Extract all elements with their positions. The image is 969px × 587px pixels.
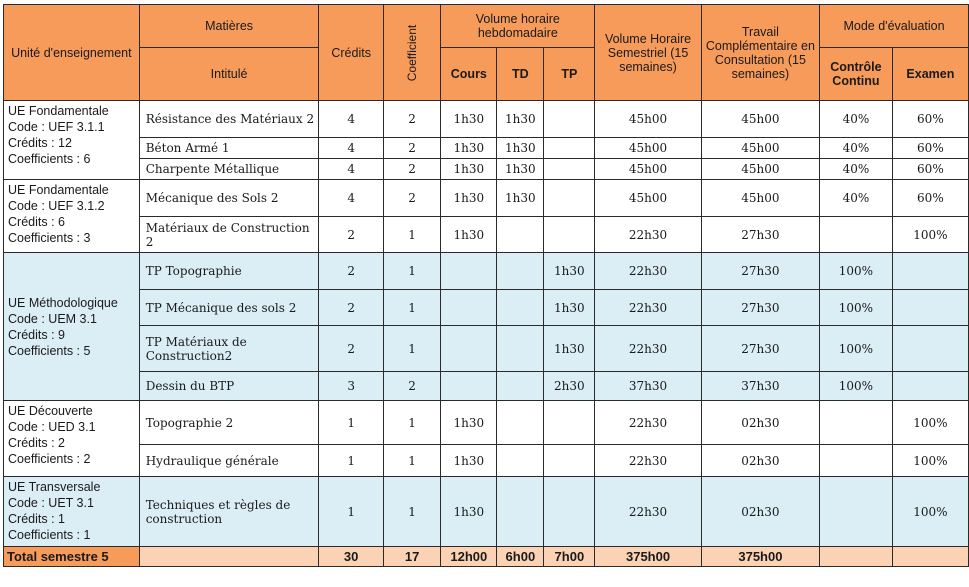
- unit-line: Code : UEF 3.1.1: [8, 120, 105, 134]
- lecture-cell: [441, 326, 497, 372]
- subject-cell: Techniques et règles de construction: [139, 477, 319, 547]
- table-row: [4, 401, 969, 445]
- credits-cell: 4: [319, 180, 383, 217]
- consultation-cell: 27h30: [701, 326, 819, 372]
- lecture-cell: 1h30: [441, 101, 497, 138]
- subject-cell: Hydraulique générale: [139, 445, 319, 477]
- semester-hours-cell: 22h30: [595, 477, 701, 547]
- title-header: Intitulé: [139, 48, 319, 101]
- exam-header: Examen: [892, 48, 968, 101]
- subject-cell: Dessin du BTP: [139, 372, 319, 401]
- tutorial-header: TD: [497, 48, 544, 101]
- tutorial-cell: 1h30: [497, 138, 544, 159]
- unit-cell: [4, 477, 140, 547]
- exam-cell: 100%: [892, 217, 968, 253]
- semester-hours-cell: 22h30: [595, 290, 701, 326]
- tutorial-cell: [497, 253, 544, 290]
- continuous-assessment-cell: 40%: [820, 180, 893, 217]
- coefficient-cell: 2: [383, 372, 440, 401]
- unit-line: Crédits : 1: [8, 512, 65, 526]
- total-cc-cell: [820, 547, 893, 567]
- subject-cell: Matériaux de Construction 2: [139, 217, 319, 253]
- exam-cell: 100%: [892, 445, 968, 477]
- practical-cell: [544, 477, 595, 547]
- continuous-assessment-cell: 40%: [820, 138, 893, 159]
- coefficient-cell: 1: [383, 290, 440, 326]
- unit-line: Code : UEF 3.1.2: [8, 199, 105, 213]
- total-cours-cell: 12h00: [441, 547, 497, 567]
- coefficient-cell: 2: [383, 138, 440, 159]
- lecture-cell: [441, 290, 497, 326]
- semester-hours-cell: 45h00: [595, 159, 701, 180]
- coefficient-cell: 1: [383, 401, 440, 445]
- credits-cell: 2: [319, 326, 383, 372]
- semester-hours-cell: 45h00: [595, 101, 701, 138]
- continuous-assessment-cell: [820, 445, 893, 477]
- consultation-cell: 45h00: [701, 159, 819, 180]
- continuous-assessment-cell: 100%: [820, 326, 893, 372]
- table-row: [4, 290, 969, 326]
- tutorial-cell: [497, 326, 544, 372]
- unit-line: Code : UED 3.1: [8, 420, 96, 434]
- unit-cell: [4, 401, 140, 477]
- subject-cell: Charpente Métallique: [139, 159, 319, 180]
- practical-cell: [544, 445, 595, 477]
- exam-cell: [892, 253, 968, 290]
- consultation-cell: 37h30: [701, 372, 819, 401]
- coefficient-cell: 2: [383, 180, 440, 217]
- consultation-cell: 45h00: [701, 180, 819, 217]
- total-travail-cell: 375h00: [701, 547, 819, 567]
- practical-cell: 1h30: [544, 290, 595, 326]
- practical-cell: [544, 180, 595, 217]
- tutorial-cell: [497, 290, 544, 326]
- table-row: [4, 477, 969, 547]
- tutorial-cell: [497, 401, 544, 445]
- continuous-assessment-cell: 100%: [820, 290, 893, 326]
- unit-line: UE Transversale: [8, 480, 101, 494]
- lecture-cell: 1h30: [441, 138, 497, 159]
- subjects-header: Matières: [139, 5, 319, 48]
- exam-cell: 60%: [892, 180, 968, 217]
- tutorial-cell: [497, 477, 544, 547]
- unit-header: Unité d'enseignement: [4, 5, 140, 101]
- practical-cell: 1h30: [544, 253, 595, 290]
- subject-cell: Résistance des Matériaux 2: [139, 101, 319, 138]
- credits-cell: 1: [319, 401, 383, 445]
- coefficient-cell: 1: [383, 445, 440, 477]
- table-row: [4, 101, 969, 138]
- table-row: [4, 372, 969, 401]
- tutorial-cell: 1h30: [497, 101, 544, 138]
- continuous-assessment-header: Contrôle Continu: [820, 48, 893, 101]
- unit-cell: [4, 101, 140, 180]
- coefficient-cell: 2: [383, 101, 440, 138]
- unit-line: Crédits : 6: [8, 215, 65, 229]
- credits-cell: 4: [319, 138, 383, 159]
- total-tp-cell: 7h00: [544, 547, 595, 567]
- consultation-cell: 27h30: [701, 217, 819, 253]
- subject-cell: TP Topographie: [139, 253, 319, 290]
- continuous-assessment-cell: 40%: [820, 101, 893, 138]
- evaluation-mode-header: Mode d'évaluation: [820, 5, 969, 48]
- continuous-assessment-cell: 100%: [820, 372, 893, 401]
- semester-hours-cell: 22h30: [595, 253, 701, 290]
- table-row: [4, 159, 969, 180]
- unit-line: Coefficients : 2: [8, 452, 91, 466]
- consultation-cell: 02h30: [701, 445, 819, 477]
- unit-line: Crédits : 12: [8, 136, 72, 150]
- subject-cell: Béton Armé 1: [139, 138, 319, 159]
- continuous-assessment-cell: [820, 217, 893, 253]
- credits-cell: 2: [319, 217, 383, 253]
- tutorial-cell: 1h30: [497, 159, 544, 180]
- total-exam-cell: [892, 547, 968, 567]
- table-row: [4, 138, 969, 159]
- continuous-assessment-cell: 40%: [820, 159, 893, 180]
- practical-header: TP: [544, 48, 595, 101]
- total-label: Total semestre 5: [4, 547, 140, 567]
- coefficient-header: [383, 5, 440, 101]
- exam-cell: 100%: [892, 401, 968, 445]
- tutorial-cell: 1h30: [497, 180, 544, 217]
- practical-cell: [544, 159, 595, 180]
- total-credits-cell: 30: [319, 547, 383, 567]
- continuous-assessment-cell: [820, 401, 893, 445]
- lecture-cell: 1h30: [441, 217, 497, 253]
- continuous-assessment-cell: [820, 477, 893, 547]
- consultation-cell: 45h00: [701, 101, 819, 138]
- weekly-hours-header: Volume horaire hebdomadaire: [441, 5, 595, 48]
- coefficient-cell: 1: [383, 326, 440, 372]
- semester-hours-cell: 45h00: [595, 138, 701, 159]
- lecture-cell: [441, 253, 497, 290]
- unit-line: UE Découverte: [8, 404, 93, 418]
- semester-hours-cell: 37h30: [595, 372, 701, 401]
- lecture-cell: 1h30: [441, 159, 497, 180]
- consultation-cell: 45h00: [701, 138, 819, 159]
- credits-cell: 2: [319, 253, 383, 290]
- consultation-cell: 27h30: [701, 290, 819, 326]
- table-row: [4, 253, 969, 290]
- unit-line: UE Fondamentale: [8, 104, 109, 118]
- lecture-cell: 1h30: [441, 180, 497, 217]
- consultation-cell: 02h30: [701, 477, 819, 547]
- unit-line: Coefficients : 6: [8, 152, 91, 166]
- table-row: [4, 326, 969, 372]
- total-row: [4, 547, 969, 567]
- semester-hours-cell: 22h30: [595, 326, 701, 372]
- exam-cell: [892, 326, 968, 372]
- practical-cell: [544, 101, 595, 138]
- consultation-cell: 27h30: [701, 253, 819, 290]
- credits-cell: 4: [319, 101, 383, 138]
- subject-cell: TP Mécanique des sols 2: [139, 290, 319, 326]
- lecture-cell: [441, 372, 497, 401]
- practical-cell: 1h30: [544, 326, 595, 372]
- subject-cell: TP Matériaux de Construction2: [139, 326, 319, 372]
- credits-cell: 1: [319, 477, 383, 547]
- coefficient-cell: 2: [383, 159, 440, 180]
- exam-cell: 60%: [892, 159, 968, 180]
- unit-cell: [4, 253, 140, 401]
- unit-line: Code : UEM 3.1: [8, 311, 97, 326]
- coefficient-cell: 1: [383, 253, 440, 290]
- credits-cell: 3: [319, 372, 383, 401]
- total-semestriel-cell: 375h00: [595, 547, 701, 567]
- lecture-cell: 1h30: [441, 477, 497, 547]
- unit-line: Coefficients : 5: [8, 343, 91, 358]
- subject-cell: Topographie 2: [139, 401, 319, 445]
- table-row: [4, 180, 969, 217]
- practical-cell: [544, 401, 595, 445]
- credits-cell: 4: [319, 159, 383, 180]
- unit-line: UE Méthodologique: [8, 295, 118, 310]
- unit-line: Crédits : 2: [8, 436, 65, 450]
- exam-cell: 100%: [892, 477, 968, 547]
- exam-cell: 60%: [892, 138, 968, 159]
- tutorial-cell: [497, 372, 544, 401]
- unit-line: Coefficients : 1: [8, 528, 91, 542]
- lecture-cell: 1h30: [441, 445, 497, 477]
- exam-cell: [892, 290, 968, 326]
- exam-cell: 60%: [892, 101, 968, 138]
- semester-hours-cell: 22h30: [595, 445, 701, 477]
- total-empty-cell: [139, 547, 319, 567]
- unit-line: Crédits : 9: [8, 327, 65, 342]
- consultation-cell: 02h30: [701, 401, 819, 445]
- subject-cell: Mécanique des Sols 2: [139, 180, 319, 217]
- total-coef-cell: 17: [383, 547, 440, 567]
- coefficient-cell: 1: [383, 217, 440, 253]
- tutorial-cell: [497, 217, 544, 253]
- tutorial-cell: [497, 445, 544, 477]
- exam-cell: [892, 372, 968, 401]
- semester-hours-cell: 22h30: [595, 217, 701, 253]
- lecture-header: Cours: [441, 48, 497, 101]
- practical-cell: [544, 138, 595, 159]
- credits-header: Crédits: [319, 5, 383, 101]
- total-td-cell: 6h00: [497, 547, 544, 567]
- credits-cell: 2: [319, 290, 383, 326]
- coefficient-cell: 1: [383, 477, 440, 547]
- unit-line: Code : UET 3.1: [8, 496, 94, 510]
- semester-hours-cell: 22h30: [595, 401, 701, 445]
- table-row: [4, 445, 969, 477]
- lecture-cell: 1h30: [441, 401, 497, 445]
- unit-line: Coefficients : 3: [8, 231, 91, 245]
- unit-cell: [4, 180, 140, 253]
- credits-cell: 1: [319, 445, 383, 477]
- consultation-work-header: Travail Complémentaire en Consultation (15 semaines): [701, 5, 819, 101]
- semester-hours-cell: 45h00: [595, 180, 701, 217]
- unit-line: UE Fondamentale: [8, 183, 109, 197]
- practical-cell: 2h30: [544, 372, 595, 401]
- semester-hours-header: Volume Horaire Semestriel (15 semaines): [595, 5, 701, 101]
- semester-table: [3, 4, 969, 567]
- coefficient-header-text: Coefficient: [405, 24, 420, 81]
- practical-cell: [544, 217, 595, 253]
- table-row: [4, 217, 969, 253]
- continuous-assessment-cell: 100%: [820, 253, 893, 290]
